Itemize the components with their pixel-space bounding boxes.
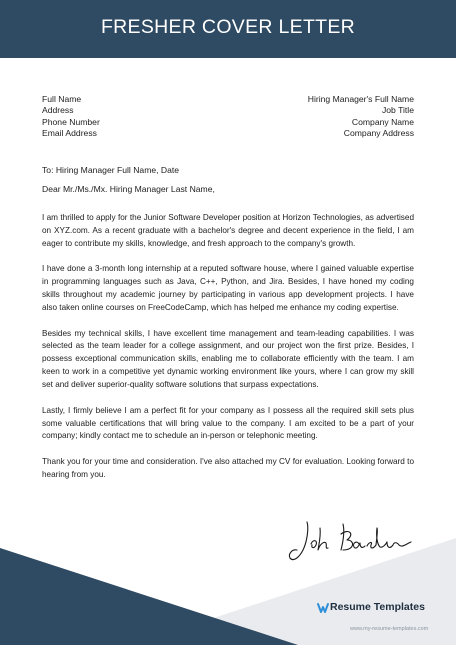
recipient-job-title: Job Title — [381, 105, 414, 116]
paragraph-intro: I am thrilled to apply for the Junior Software Developer position at Horizon Technologies, as advertised on XYZ.com. As a recent graduate with a bachelor's degree and decent experience in the field, I am eager to contribute my skills, knowledge, and fresh approach to the company's growth. — [42, 213, 414, 248]
sender-phone: Phone Number — [42, 116, 100, 127]
paragraph-thanks: Thank you for your time and consideration. I've also attached my CV for evaluation. Looking forward to hearing from you. — [42, 456, 414, 479]
brand-url: www.my-resume-templates.com — [350, 626, 429, 632]
recipient-company-address: Company Address — [343, 128, 414, 139]
sender-email: Email Address — [42, 128, 97, 139]
to-line: To: Hiring Manager Full Name, Date — [42, 165, 180, 175]
paragraph-skills: Besides my technical skills, I have excellent time management and team-leading capabilities. I was selected as the team leader for a college assignment, and our project won the first prize. Besides, I possess exceptional communication skills, enabling me to collaborate efficiently with the team. I am keen to work in a competitive yet dynamic working environment like yours, where I can grow my skill set and deliver superior-quality software solutions that surpass expectations. — [42, 328, 414, 390]
paragraph-closing: Lastly, I firmly believe I am a perfect fit for your company as I possess all the required skill sets plus some valuable certifications that will bring value to the company. I am excited to be a part of your company; kindly contact me to schedule an in-person or telephonic meeting. — [42, 405, 414, 441]
salutation: Dear Mr./Ms./Mx. Hiring Manager Last Name, — [42, 184, 215, 194]
sender-address: Address — [42, 105, 74, 116]
recipient-company-name: Company Name — [351, 116, 414, 127]
paragraph-experience: I have done a 3-month long internship at a reputed software house, where I gained valuable expertise in programming languages such as Java, C++, Python, and Jira. Besides, I have honed my coding skills throughout my academic journey by participating in various app development projects. I have also taken online courses on FreeCodeCamp, which has helped me enhance my coding expertise. — [42, 264, 414, 313]
sender-name: Full Name — [42, 94, 82, 104]
page-title: FRESHER COVER LETTER — [100, 16, 356, 38]
brand-logo-icon — [316, 601, 330, 615]
navy-shape — [0, 548, 298, 645]
recipient-name: Hiring Manager's Full Name — [307, 94, 414, 104]
brand-name: Resume Templates — [330, 601, 425, 613]
signature-icon — [285, 518, 415, 570]
